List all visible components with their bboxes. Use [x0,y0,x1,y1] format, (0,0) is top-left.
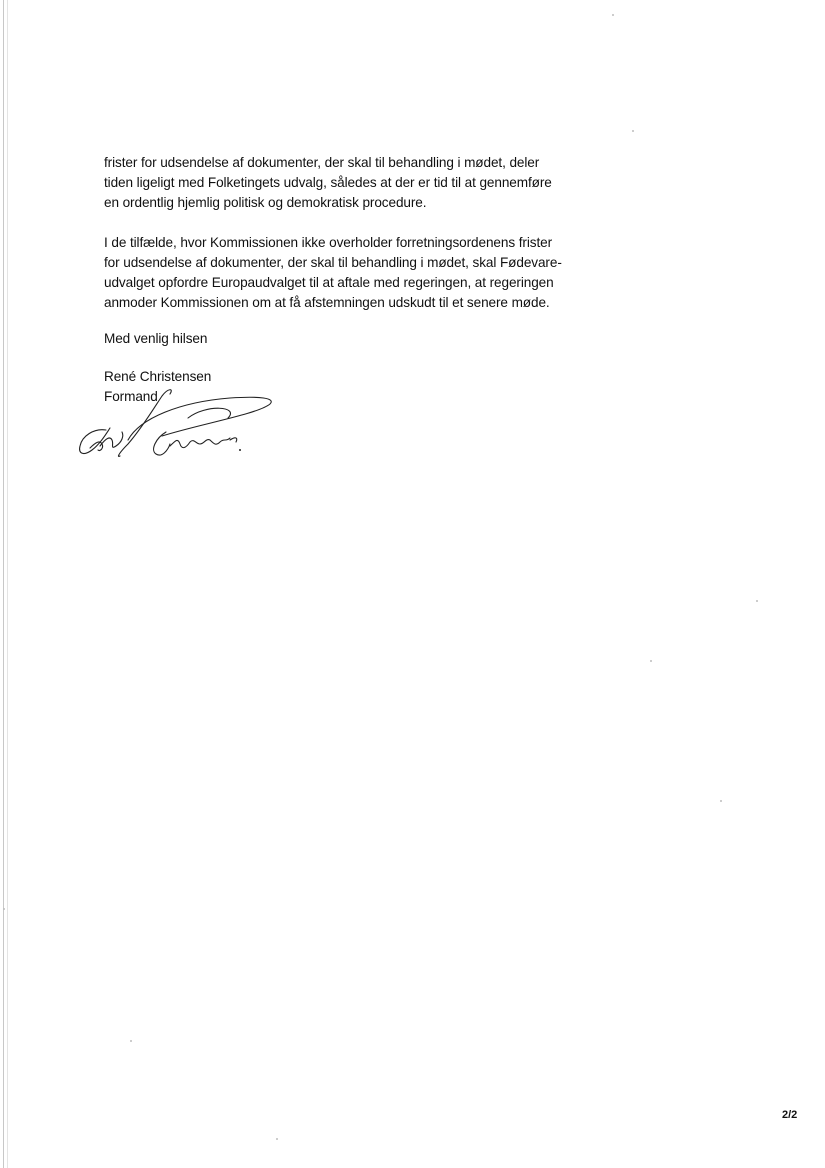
body-paragraph-2 [104,233,614,313]
scan-edge-line [3,0,4,1168]
paragraph-line: anmoder Kommissionen om at få afstemningen udskudt til et senere møde. [104,295,550,310]
scan-speck [720,800,722,802]
signer-title: Formand [104,389,158,404]
scan-speck [632,130,634,132]
handwritten-signature-icon [70,388,290,463]
scan-speck [276,1138,278,1140]
signer-name: René Christensen [104,369,212,384]
paragraph-line: for udsendelse af dokumenter, der skal til behandling i mødet, skal Fødevare- [104,255,562,270]
scan-speck [612,14,614,16]
page-number: 2/2 [782,1109,798,1121]
paragraph-line: udvalget opfordre Europaudvalget til at aftale med regeringen, at regeringen [104,275,554,290]
body-paragraph-1 [104,153,614,213]
paragraph-line: I de tilfælde, hvor Kommissionen ikke overholder forretningsordenens frister [104,235,553,250]
closing-salutation: Med venlig hilsen [104,331,208,346]
paragraph-line: frister for udsendelse af dokumenter, der skal til behandling i mødet, deler [104,155,540,170]
scan-speck [3,908,5,910]
scan-edge-line [7,0,8,1168]
scan-speck [756,600,758,602]
scan-speck [130,1040,132,1042]
scan-speck [650,660,652,662]
paragraph-line: en ordentlig hjemlig politisk og demokratisk procedure. [104,195,427,210]
paragraph-line: tiden ligeligt med Folketingets udvalg, således at der er tid til at gennemføre [104,175,552,190]
